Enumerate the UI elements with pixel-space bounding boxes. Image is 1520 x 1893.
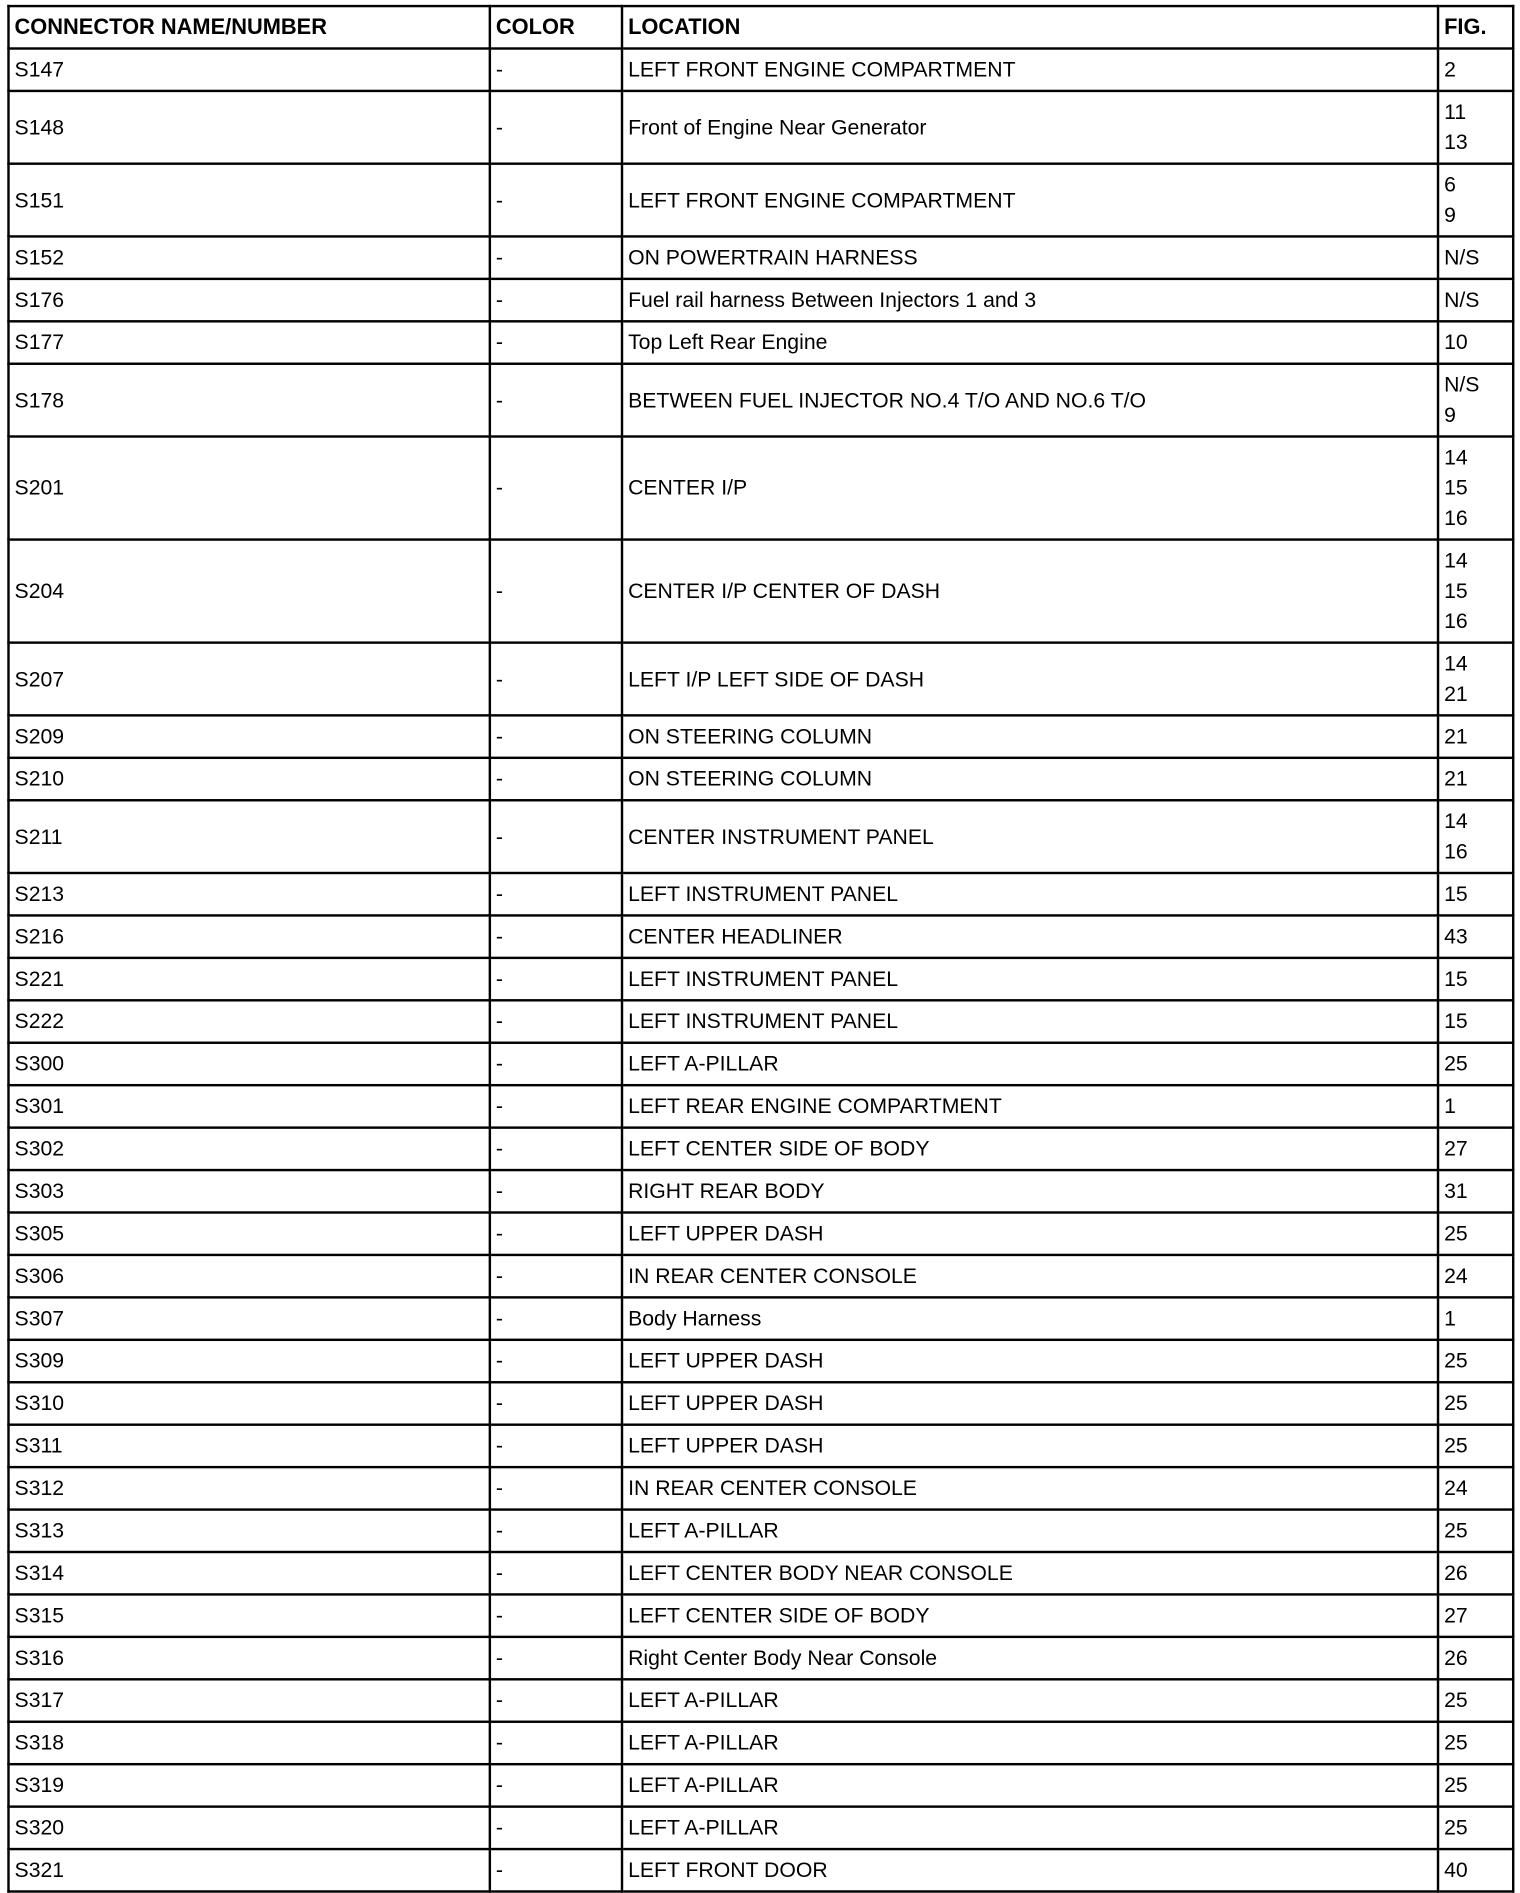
fig-number: 9 xyxy=(1444,402,1456,427)
table-row xyxy=(8,1552,1513,1594)
table-row xyxy=(8,1722,1513,1764)
fig-number: 21 xyxy=(1444,766,1468,791)
color-cell: - xyxy=(490,715,622,757)
fig-number: N/S xyxy=(1444,287,1480,312)
fig-number: 24 xyxy=(1444,1263,1468,1288)
color-cell: - xyxy=(490,873,622,915)
location-cell: LEFT CENTER SIDE OF BODY xyxy=(622,1594,1438,1636)
connector-name-cell: S321 xyxy=(8,1849,489,1891)
fig-number: 11 xyxy=(1444,99,1467,124)
fig-cell xyxy=(1438,91,1513,164)
table-row xyxy=(8,49,1513,91)
connector-name-cell: S318 xyxy=(8,1722,489,1764)
fig-cell xyxy=(1438,1552,1513,1594)
connector-name-cell: S314 xyxy=(8,1552,489,1594)
location-cell: LEFT INSTRUMENT PANEL xyxy=(622,1000,1438,1042)
fig-cell xyxy=(1438,1297,1513,1339)
table-row xyxy=(8,758,1513,800)
table-row xyxy=(8,1128,1513,1170)
table-row xyxy=(8,1170,1513,1212)
table-row xyxy=(8,1085,1513,1127)
connector-name-cell: S302 xyxy=(8,1128,489,1170)
connector-name-cell: S209 xyxy=(8,715,489,757)
fig-number: 24 xyxy=(1444,1475,1468,1500)
table-row xyxy=(8,1764,1513,1806)
color-cell: - xyxy=(490,1637,622,1679)
table-row xyxy=(8,1510,1513,1552)
location-cell: CENTER HEADLINER xyxy=(622,915,1438,957)
fig-cell xyxy=(1438,236,1513,278)
fig-cell xyxy=(1438,321,1513,363)
fig-cell xyxy=(1438,164,1513,237)
fig-cell xyxy=(1438,1722,1513,1764)
connector-name-cell: S178 xyxy=(8,364,489,437)
connector-name-cell: S303 xyxy=(8,1170,489,1212)
color-cell: - xyxy=(490,1764,622,1806)
fig-number: 25 xyxy=(1444,1730,1468,1755)
fig-cell xyxy=(1438,715,1513,757)
table-row xyxy=(8,1382,1513,1424)
table-row xyxy=(8,1807,1513,1849)
fig-cell xyxy=(1438,279,1513,321)
connector-name-cell: S312 xyxy=(8,1467,489,1509)
color-cell: - xyxy=(490,279,622,321)
location-cell: ON POWERTRAIN HARNESS xyxy=(622,236,1438,278)
fig-number: 25 xyxy=(1444,1220,1468,1246)
fig-number: 16 xyxy=(1444,839,1468,864)
color-cell: - xyxy=(490,1000,622,1042)
fig-number: 25 xyxy=(1444,1772,1468,1797)
fig-number: 15 xyxy=(1444,578,1468,603)
table-row xyxy=(8,1425,1513,1467)
connector-name-cell: S307 xyxy=(8,1297,489,1339)
fig-cell xyxy=(1438,1637,1513,1679)
fig-cell xyxy=(1438,1807,1513,1849)
color-cell: - xyxy=(490,1297,622,1339)
color-cell: - xyxy=(490,800,622,873)
table-row xyxy=(8,1297,1513,1339)
fig-number: 13 xyxy=(1444,129,1468,154)
table-row xyxy=(8,1594,1513,1636)
table-row xyxy=(8,643,1513,716)
location-cell: LEFT I/P LEFT SIDE OF DASH xyxy=(622,643,1438,716)
header-connector-name: CONNECTOR NAME/NUMBER xyxy=(8,6,489,48)
header-location: LOCATION xyxy=(622,6,1438,48)
connector-name-cell: S311 xyxy=(8,1425,489,1467)
fig-cell xyxy=(1438,1043,1513,1085)
table-row xyxy=(8,364,1513,437)
color-cell: - xyxy=(490,643,622,716)
color-cell: - xyxy=(490,758,622,800)
fig-number: 27 xyxy=(1444,1602,1468,1628)
fig-cell xyxy=(1438,1425,1513,1467)
fig-number: 40 xyxy=(1444,1857,1468,1882)
fig-number: 26 xyxy=(1444,1560,1468,1585)
color-cell: - xyxy=(490,49,622,91)
fig-number: 25 xyxy=(1444,1433,1468,1458)
fig-number: 25 xyxy=(1444,1348,1468,1373)
fig-cell xyxy=(1438,1128,1513,1170)
connector-name-cell: S313 xyxy=(8,1510,489,1552)
color-cell: - xyxy=(490,164,622,237)
table-row xyxy=(8,1340,1513,1382)
connector-name-cell: S306 xyxy=(8,1255,489,1297)
connector-name-cell: S309 xyxy=(8,1340,489,1382)
fig-number: 14 xyxy=(1444,808,1468,833)
connector-name-cell: S300 xyxy=(8,1043,489,1085)
location-cell: LEFT INSTRUMENT PANEL xyxy=(622,873,1438,915)
location-cell: LEFT A-PILLAR xyxy=(622,1807,1438,1849)
location-cell: LEFT A-PILLAR xyxy=(622,1510,1438,1552)
table-row xyxy=(8,437,1513,540)
fig-number: 14 xyxy=(1444,548,1468,573)
header-color: COLOR xyxy=(490,6,622,48)
color-cell: - xyxy=(490,236,622,278)
location-cell: LEFT UPPER DASH xyxy=(622,1213,1438,1255)
fig-number: 2 xyxy=(1444,56,1456,82)
table-row xyxy=(8,958,1513,1000)
connector-name-cell: S221 xyxy=(8,958,489,1000)
table-row xyxy=(8,236,1513,278)
fig-cell xyxy=(1438,758,1513,800)
location-cell: Right Center Body Near Console xyxy=(622,1637,1438,1679)
fig-number: 21 xyxy=(1444,681,1468,706)
connector-name-cell: S201 xyxy=(8,437,489,540)
location-cell: Fuel rail harness Between Injectors 1 and 3 xyxy=(622,279,1438,321)
color-cell: - xyxy=(490,91,622,164)
table-row xyxy=(8,1849,1513,1891)
table-row xyxy=(8,279,1513,321)
color-cell: - xyxy=(490,1382,622,1424)
table-row xyxy=(8,1467,1513,1509)
connector-name-cell: S176 xyxy=(8,279,489,321)
fig-number: 43 xyxy=(1444,923,1468,949)
color-cell: - xyxy=(490,1255,622,1297)
connector-name-cell: S204 xyxy=(8,540,489,643)
fig-cell xyxy=(1438,1085,1513,1127)
fig-cell xyxy=(1438,1170,1513,1212)
location-cell: LEFT A-PILLAR xyxy=(622,1679,1438,1721)
connector-name-cell: S319 xyxy=(8,1764,489,1806)
fig-cell xyxy=(1438,1255,1513,1297)
location-cell: Top Left Rear Engine xyxy=(622,321,1438,363)
color-cell: - xyxy=(490,1594,622,1636)
color-cell: - xyxy=(490,1213,622,1255)
location-cell: IN REAR CENTER CONSOLE xyxy=(622,1255,1438,1297)
table-row xyxy=(8,1000,1513,1042)
fig-cell xyxy=(1438,540,1513,643)
color-cell: - xyxy=(490,1510,622,1552)
fig-number: 27 xyxy=(1444,1136,1468,1161)
fig-cell xyxy=(1438,1849,1513,1891)
fig-number: 25 xyxy=(1444,1051,1468,1076)
fig-number: N/S xyxy=(1444,372,1480,397)
connector-name-cell: S151 xyxy=(8,164,489,237)
location-cell: LEFT A-PILLAR xyxy=(622,1764,1438,1806)
color-cell: - xyxy=(490,1340,622,1382)
table-row xyxy=(8,915,1513,957)
table-row xyxy=(8,540,1513,643)
location-cell: LEFT UPPER DASH xyxy=(622,1425,1438,1467)
color-cell: - xyxy=(490,958,622,1000)
location-cell: CENTER I/P xyxy=(622,437,1438,540)
connector-name-cell: S320 xyxy=(8,1807,489,1849)
fig-number: 16 xyxy=(1444,505,1468,530)
connector-name-cell: S213 xyxy=(8,873,489,915)
color-cell: - xyxy=(490,1849,622,1891)
fig-number: 26 xyxy=(1444,1645,1468,1670)
fig-cell xyxy=(1438,49,1513,91)
location-cell: LEFT A-PILLAR xyxy=(622,1043,1438,1085)
fig-cell xyxy=(1438,1594,1513,1636)
fig-number: 14 xyxy=(1444,444,1468,470)
fig-cell xyxy=(1438,1382,1513,1424)
location-cell: LEFT UPPER DASH xyxy=(622,1340,1438,1382)
location-cell: Front of Engine Near Generator xyxy=(622,91,1438,164)
fig-cell xyxy=(1438,1000,1513,1042)
location-cell: CENTER I/P CENTER OF DASH xyxy=(622,540,1438,643)
color-cell: - xyxy=(490,1467,622,1509)
fig-number: 15 xyxy=(1444,475,1468,500)
location-cell: IN REAR CENTER CONSOLE xyxy=(622,1467,1438,1509)
color-cell: - xyxy=(490,321,622,363)
connector-name-cell: S316 xyxy=(8,1637,489,1679)
connector-name-cell: S147 xyxy=(8,49,489,91)
fig-cell xyxy=(1438,437,1513,540)
location-cell: Body Harness xyxy=(622,1297,1438,1339)
fig-cell xyxy=(1438,800,1513,873)
location-cell: LEFT CENTER BODY NEAR CONSOLE xyxy=(622,1552,1438,1594)
location-cell: LEFT UPPER DASH xyxy=(622,1382,1438,1424)
fig-cell xyxy=(1438,1510,1513,1552)
location-cell: LEFT INSTRUMENT PANEL xyxy=(622,958,1438,1000)
location-cell: LEFT REAR ENGINE COMPARTMENT xyxy=(622,1085,1438,1127)
connector-name-cell: S177 xyxy=(8,321,489,363)
fig-cell xyxy=(1438,1679,1513,1721)
fig-number: N/S xyxy=(1444,244,1480,270)
fig-number: 16 xyxy=(1444,608,1468,633)
connector-table xyxy=(7,5,1514,1893)
location-cell: LEFT FRONT DOOR xyxy=(622,1849,1438,1891)
color-cell: - xyxy=(490,437,622,540)
color-cell: - xyxy=(490,1807,622,1849)
connector-name-cell: S310 xyxy=(8,1382,489,1424)
table-row xyxy=(8,1043,1513,1085)
fig-number: 25 xyxy=(1444,1687,1468,1713)
color-cell: - xyxy=(490,1425,622,1467)
location-cell: LEFT FRONT ENGINE COMPARTMENT xyxy=(622,49,1438,91)
connector-name-cell: S210 xyxy=(8,758,489,800)
color-cell: - xyxy=(490,364,622,437)
connector-name-cell: S305 xyxy=(8,1213,489,1255)
fig-cell xyxy=(1438,958,1513,1000)
fig-number: 15 xyxy=(1444,881,1468,906)
connector-name-cell: S301 xyxy=(8,1085,489,1127)
color-cell: - xyxy=(490,915,622,957)
connector-name-cell: S152 xyxy=(8,236,489,278)
table-row xyxy=(8,91,1513,164)
fig-cell xyxy=(1438,1467,1513,1509)
location-cell: ON STEERING COLUMN xyxy=(622,758,1438,800)
location-cell: LEFT FRONT ENGINE COMPARTMENT xyxy=(622,164,1438,237)
connector-name-cell: S317 xyxy=(8,1679,489,1721)
connector-name-cell: S207 xyxy=(8,643,489,716)
table-row xyxy=(8,1213,1513,1255)
fig-number: 1 xyxy=(1444,1093,1456,1118)
fig-cell xyxy=(1438,915,1513,957)
fig-number: 9 xyxy=(1444,202,1456,227)
color-cell: - xyxy=(490,1128,622,1170)
connector-name-cell: S315 xyxy=(8,1594,489,1636)
fig-cell xyxy=(1438,873,1513,915)
color-cell: - xyxy=(490,1043,622,1085)
fig-number: 25 xyxy=(1444,1815,1468,1840)
fig-cell xyxy=(1438,1213,1513,1255)
location-cell: LEFT CENTER SIDE OF BODY xyxy=(622,1128,1438,1170)
connector-name-cell: S222 xyxy=(8,1000,489,1042)
fig-number: 15 xyxy=(1444,1008,1468,1034)
fig-number: 1 xyxy=(1444,1305,1456,1331)
table-row xyxy=(8,1679,1513,1721)
color-cell: - xyxy=(490,1679,622,1721)
location-cell: RIGHT REAR BODY xyxy=(622,1170,1438,1212)
fig-number: 25 xyxy=(1444,1390,1468,1415)
fig-cell xyxy=(1438,364,1513,437)
table-row xyxy=(8,873,1513,915)
color-cell: - xyxy=(490,540,622,643)
color-cell: - xyxy=(490,1552,622,1594)
fig-number: 6 xyxy=(1444,172,1456,197)
connector-name-cell: S148 xyxy=(8,91,489,164)
connector-name-cell: S211 xyxy=(8,800,489,873)
location-cell: LEFT A-PILLAR xyxy=(622,1722,1438,1764)
header-row xyxy=(8,6,1513,48)
table-row xyxy=(8,164,1513,237)
fig-number: 14 xyxy=(1444,651,1468,676)
connector-name-cell: S216 xyxy=(8,915,489,957)
color-cell: - xyxy=(490,1722,622,1764)
fig-cell xyxy=(1438,643,1513,716)
table-row xyxy=(8,1637,1513,1679)
color-cell: - xyxy=(490,1170,622,1212)
fig-number: 31 xyxy=(1444,1178,1468,1203)
fig-number: 15 xyxy=(1444,966,1468,991)
fig-number: 21 xyxy=(1444,723,1468,749)
fig-number: 25 xyxy=(1444,1518,1468,1543)
table-row xyxy=(8,715,1513,757)
fig-number: 10 xyxy=(1444,329,1468,355)
fig-cell xyxy=(1438,1764,1513,1806)
header-fig: FIG. xyxy=(1438,6,1513,48)
location-cell: CENTER INSTRUMENT PANEL xyxy=(622,800,1438,873)
fig-cell xyxy=(1438,1340,1513,1382)
table-row xyxy=(8,800,1513,873)
table-row xyxy=(8,1255,1513,1297)
color-cell: - xyxy=(490,1085,622,1127)
location-cell: BETWEEN FUEL INJECTOR NO.4 T/O AND NO.6 T/O xyxy=(622,364,1438,437)
location-cell: ON STEERING COLUMN xyxy=(622,715,1438,757)
table-body xyxy=(8,49,1513,1892)
table-row xyxy=(8,321,1513,363)
